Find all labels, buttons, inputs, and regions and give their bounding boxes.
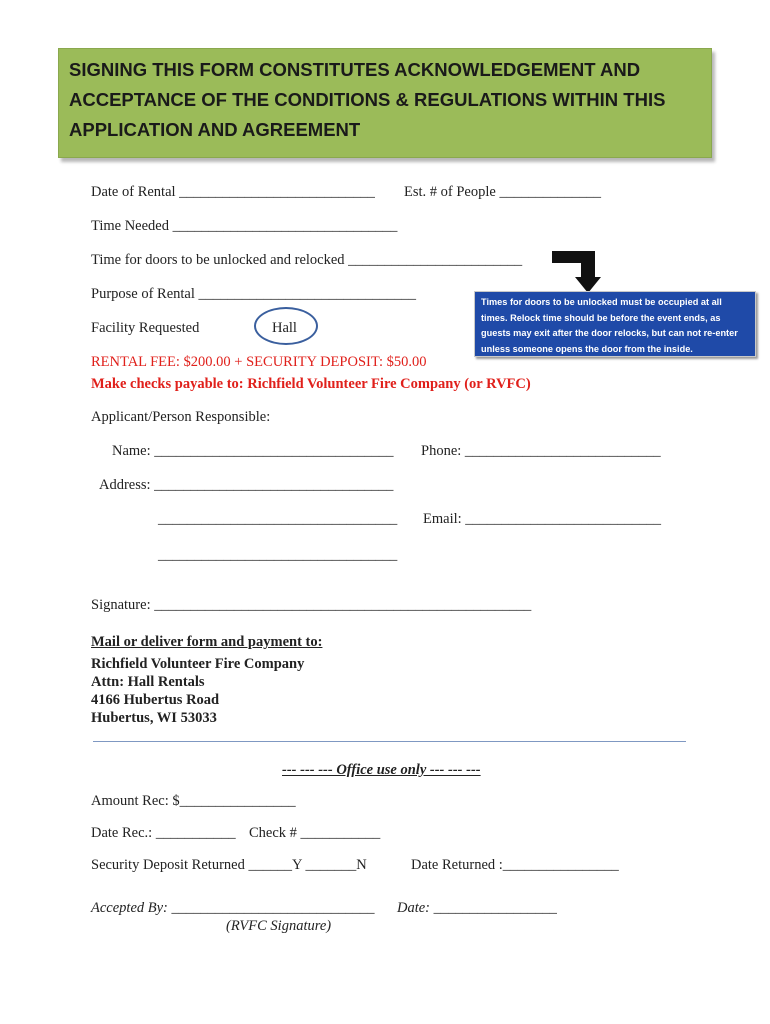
- rvfc-signature-caption: (RVFC Signature): [226, 918, 332, 934]
- office-use-heading: --- --- --- Office use only --- --- ---: [282, 762, 481, 778]
- mail-heading: Mail or deliver form and payment to:: [91, 634, 323, 650]
- mail-line: Hubertus, WI 53033: [91, 710, 217, 726]
- checks-payable: Make checks payable to: Richfield Volunteer Fire Company (or RVFC): [91, 376, 531, 392]
- email-field[interactable]: Email: ___________________________: [423, 511, 662, 527]
- applicant-heading: Applicant/Person Responsible:: [91, 409, 271, 425]
- facility-label: Facility Requested: [91, 320, 200, 336]
- people-count-field[interactable]: Est. # of People ______________: [404, 184, 601, 200]
- address-field-line2[interactable]: _________________________________: [158, 511, 398, 527]
- door-times-field[interactable]: Time for doors to be unlocked and relocked ________________________: [91, 252, 523, 268]
- check-number-field[interactable]: Check # ___________: [249, 825, 381, 841]
- phone-field[interactable]: Phone: ___________________________: [421, 443, 661, 459]
- address-field-line3[interactable]: _________________________________: [158, 547, 398, 563]
- deposit-returned-field[interactable]: Security Deposit Returned ______Y _______N: [91, 857, 367, 873]
- rental-fee: RENTAL FEE: $200.00 + SECURITY DEPOSIT: $50.00: [91, 354, 427, 370]
- accepted-date-field[interactable]: Date: _________________: [397, 900, 557, 916]
- bent-arrow-icon: [550, 249, 602, 295]
- date-returned-field[interactable]: Date Returned :________________: [411, 857, 619, 873]
- address-field[interactable]: Address: _________________________________: [99, 477, 394, 493]
- mail-line: Attn: Hall Rentals: [91, 674, 205, 690]
- header-banner: [58, 48, 712, 158]
- date-of-rental-field[interactable]: Date of Rental ___________________________: [91, 184, 375, 200]
- facility-value: Hall: [272, 320, 297, 336]
- section-divider: [93, 741, 686, 742]
- date-received-field[interactable]: Date Rec.: ___________: [91, 825, 236, 841]
- signature-field[interactable]: Signature: ____________________________________________________: [91, 597, 532, 613]
- accepted-by-field[interactable]: Accepted By: ____________________________: [91, 900, 375, 916]
- door-time-note: Times for doors to be unlocked must be occupied at all times. Relock time should be before the event ends, as guests may exit after the door relocks, but can not re-enter unless someone opens the door from the inside.: [474, 291, 756, 357]
- mail-line: Richfield Volunteer Fire Company: [91, 656, 305, 672]
- name-field[interactable]: Name: _________________________________: [112, 443, 394, 459]
- purpose-of-rental-field[interactable]: Purpose of Rental ______________________________: [91, 286, 417, 302]
- amount-received-field[interactable]: Amount Rec: $________________: [91, 793, 296, 809]
- time-needed-field[interactable]: Time Needed _______________________________: [91, 218, 398, 234]
- mail-line: 4166 Hubertus Road: [91, 692, 220, 708]
- banner-text: SIGNING THIS FORM CONSTITUTES ACKNOWLEDGEMENT AND ACCEPTANCE OF THE CONDITIONS & REGULATIONS WITHIN THIS APPLICATION AND AGREEMENT: [69, 59, 666, 140]
